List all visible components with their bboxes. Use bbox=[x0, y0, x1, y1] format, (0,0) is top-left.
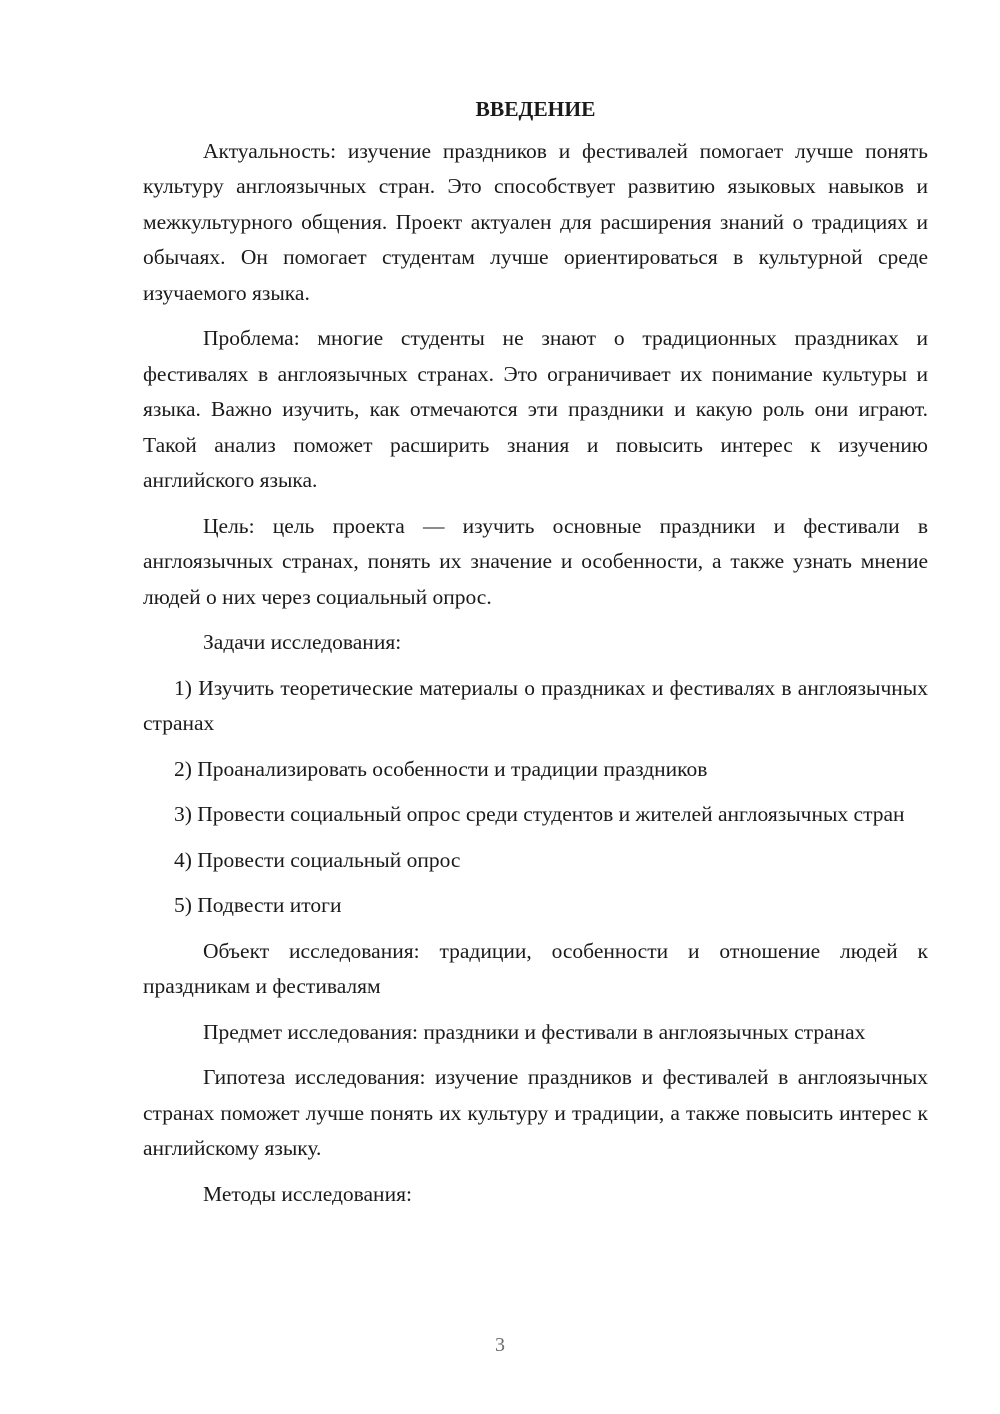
paragraph-object: Объект исследования: традиции, особенности и отношение людей к праздникам и фестивалям bbox=[143, 938, 928, 998]
document-page bbox=[143, 92, 928, 1222]
task-item-2: 2) Проанализировать особенности и традиции праздников bbox=[174, 756, 708, 781]
task-item-4: 4) Провести социальный опрос bbox=[174, 847, 461, 872]
section-heading: ВВЕДЕНИЕ bbox=[475, 97, 596, 121]
task-item-5: 5) Подвести итоги bbox=[174, 893, 342, 917]
paragraph-relevance: Актуальность: изучение праздников и фестивалей помогает лучше понять культуру англоязычных стран. Это способствует развитию языковых навыков и межкультурного общения. Проект актуален для расширения знаний о традициях и обычаях. Он помогает студентам лучше ориентироваться в культурной среде изучаемого языка. bbox=[143, 138, 928, 305]
paragraph-goal: Цель: цель проекта — изучить основные праздники и фестивали в англоязычных странах, понять их значение и особенности, а также узнать мнение людей о них через социальный опрос. bbox=[143, 513, 928, 609]
tasks-title: Задачи исследования: bbox=[203, 630, 402, 654]
task-item-3: 3) Провести социальный опрос среди студентов и жителей англоязычных стран bbox=[174, 802, 905, 826]
paragraph-problem: Проблема: многие студенты не знают о традиционных праздниках и фестивалях в англоязычных странах. Это ограничивает их понимание культуры и языка. Важно изучить, как отмечаются эти праздники и какую роль они играют. Такой анализ поможет расширить знания и повысить интерес к изучению английского языка. bbox=[143, 326, 928, 492]
task-item-1: 1) Изучить теоретические материалы о праздниках и фестивалях в англоязычных странах bbox=[143, 675, 928, 735]
paragraph-hypothesis: Гипотеза исследования: изучение праздников и фестивалей в англоязычных странах поможет лучше понять их культуру и традиции, а также повысить интерес к английскому языку. bbox=[143, 1065, 928, 1160]
paragraph-subject: Предмет исследования: праздники и фестивали в англоязычных странах bbox=[203, 1019, 866, 1044]
methods-title: Методы исследования: bbox=[203, 1181, 412, 1206]
page-number: 3 bbox=[495, 1334, 505, 1356]
